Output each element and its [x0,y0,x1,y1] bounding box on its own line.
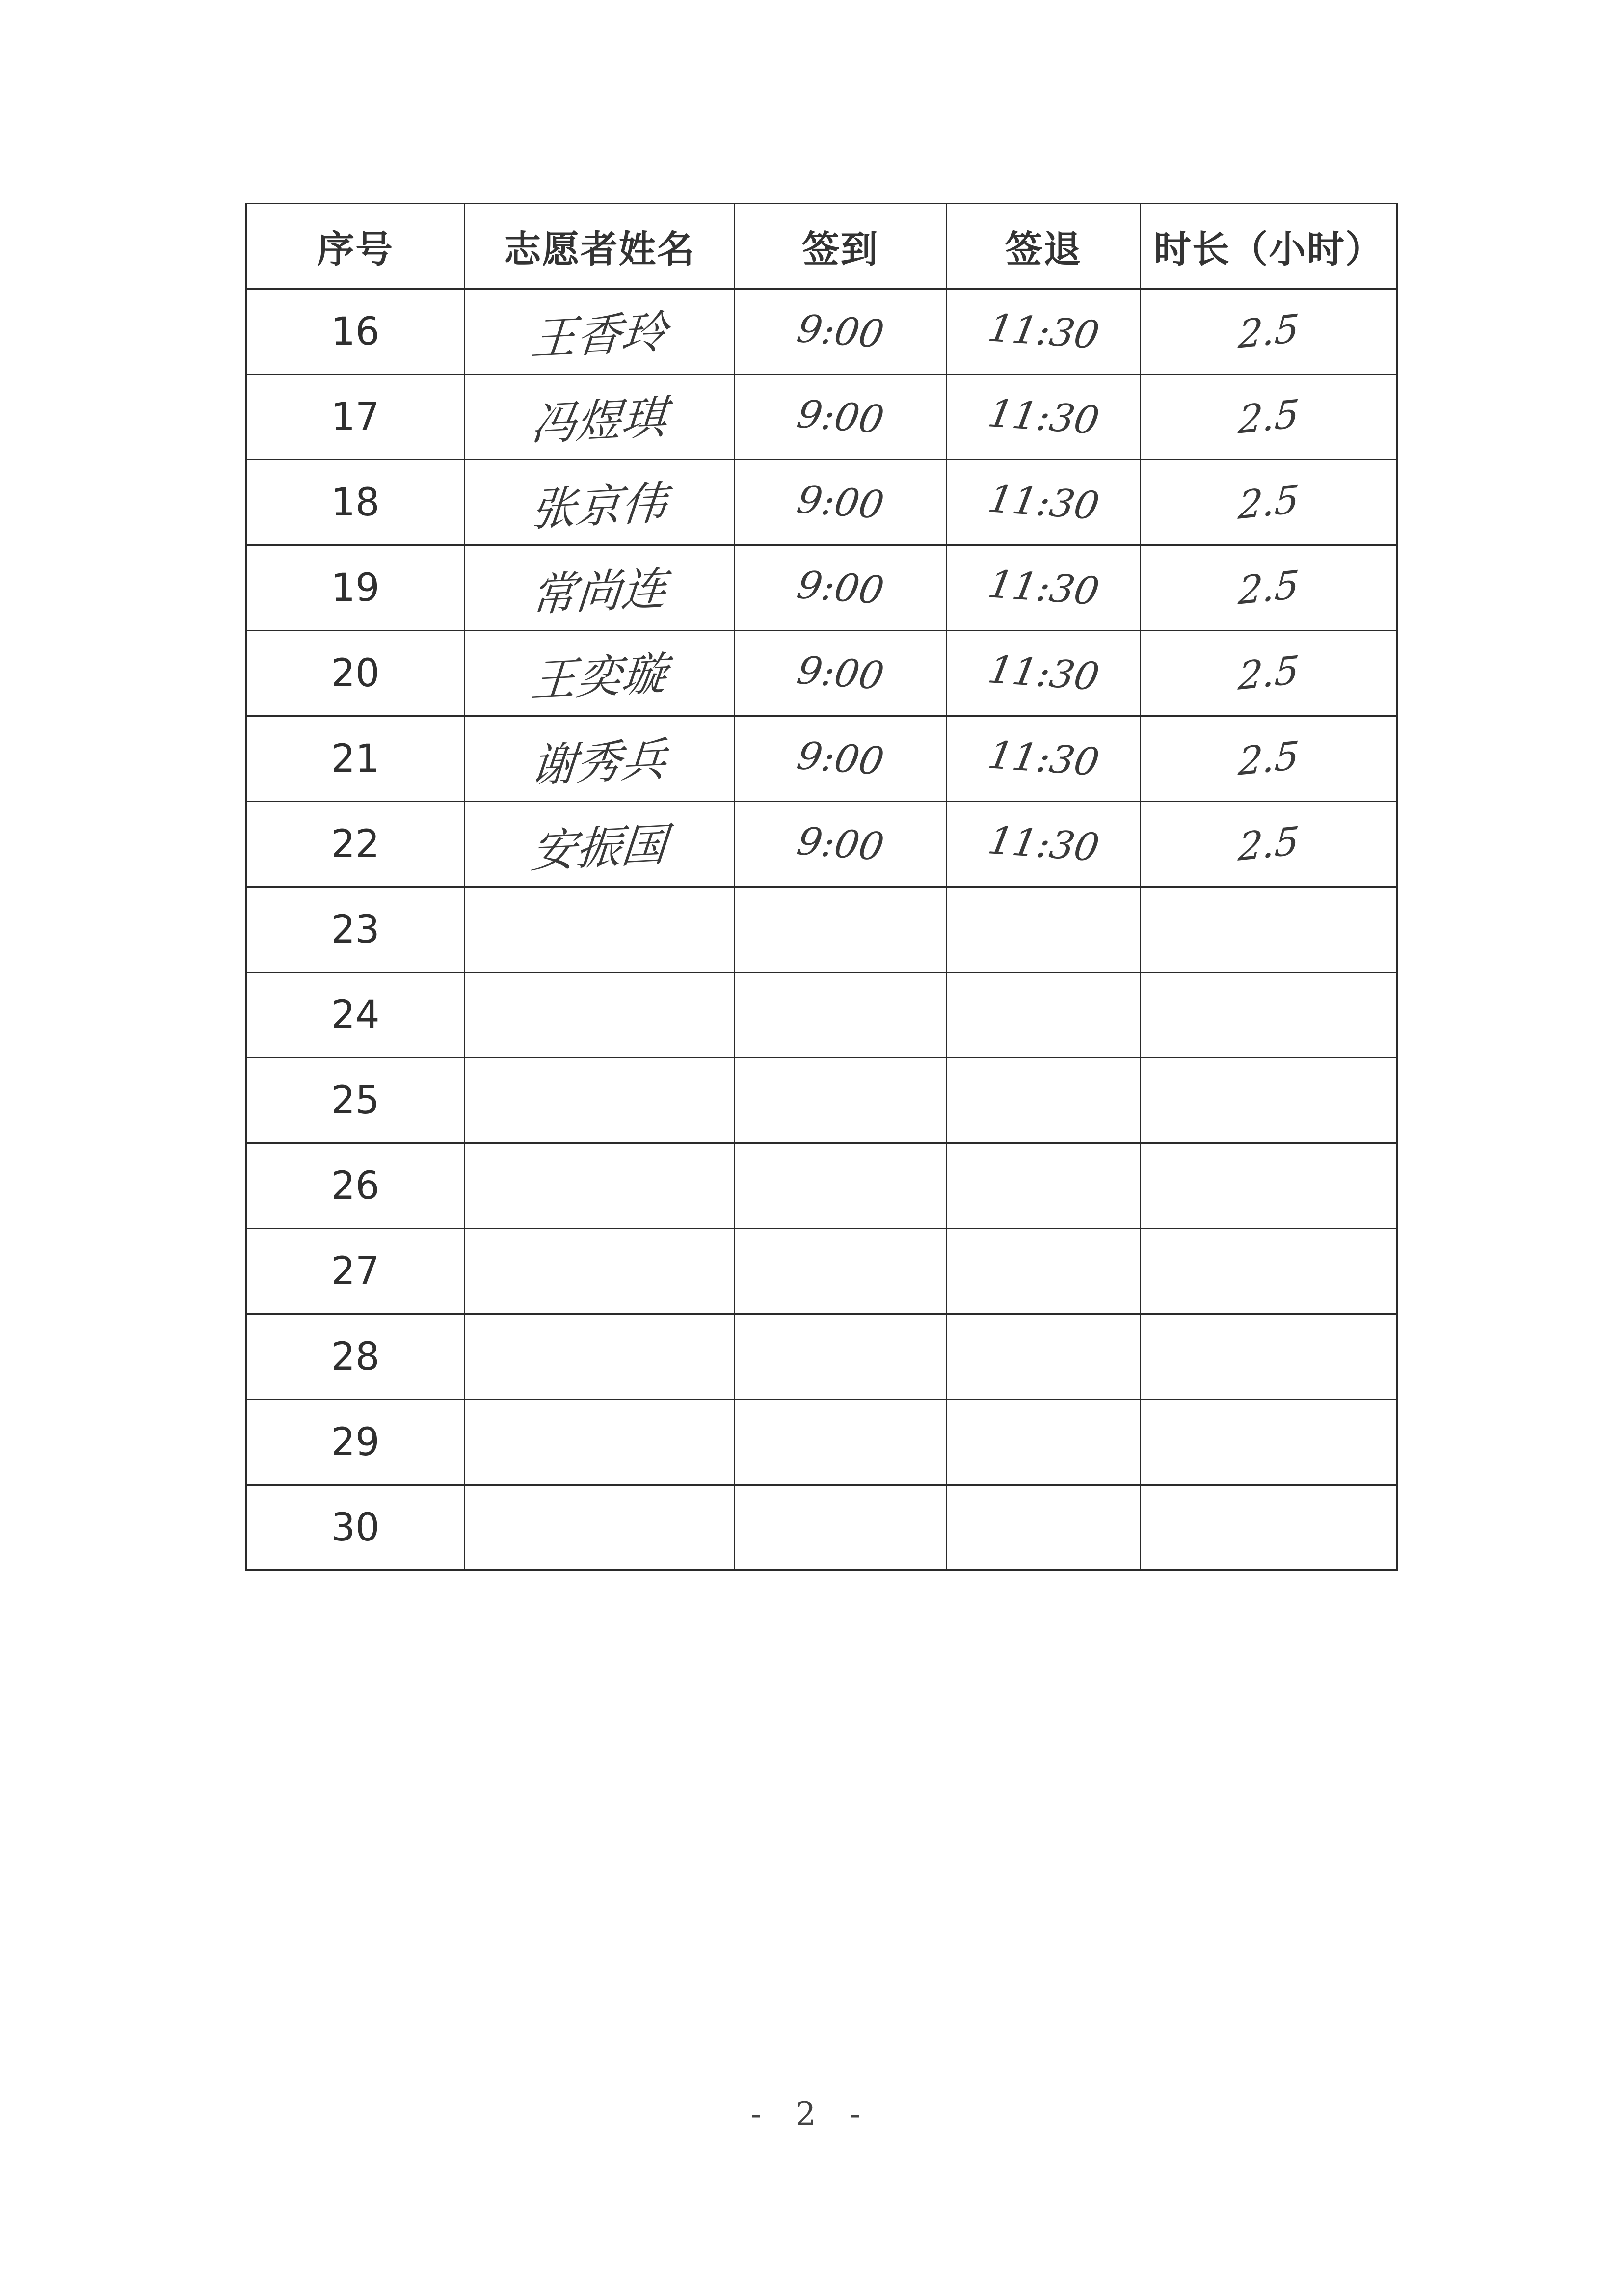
cell-sign-out-time [947,887,1141,972]
cell-volunteer-signature [465,802,735,887]
cell-sign-out-time [947,289,1141,375]
cell-sign-in-time-text: 9:00 [794,819,887,869]
table-row [246,1143,1397,1229]
cell-volunteer-signature [465,887,735,972]
cell-sign-out-time [947,972,1141,1058]
cell-volunteer-signature [465,375,735,460]
header-volunteer-name: 志愿者姓名 [465,204,735,289]
header-duration-hours: 时长（小时） [1141,204,1397,289]
cell-sign-out-time [947,375,1141,460]
table-row [246,545,1397,631]
cell-sign-in-time [735,1400,947,1485]
cell-sign-in-time [735,375,947,460]
cell-volunteer-signature [465,1400,735,1485]
cell-duration [1141,802,1397,887]
cell-duration-text: 2.5 [1237,477,1301,528]
page-number: - 2 - [750,2095,873,2133]
cell-duration [1141,545,1397,631]
cell-volunteer-signature [465,631,735,716]
cell-sign-out-time [947,716,1141,802]
table-row [246,716,1397,802]
cell-seq: 25 [246,1058,465,1143]
table-body [246,289,1397,1570]
cell-sign-in-time-text: 9:00 [794,477,887,528]
cell-seq: 17 [246,375,465,460]
cell-sign-in-time-text: 9:00 [794,306,887,357]
table-row [246,887,1397,972]
table-row [246,972,1397,1058]
cell-volunteer-signature [465,545,735,631]
cell-sign-out-time-text: 11:30 [984,306,1102,357]
table-row [246,1314,1397,1400]
cell-sign-out-time [947,1143,1141,1229]
cell-duration-text: 2.5 [1237,306,1301,357]
cell-seq: 18 [246,460,465,545]
volunteer-attendance-table [245,203,1398,1571]
cell-volunteer-signature-text: 谢秀兵 [529,732,669,793]
table-row [246,1485,1397,1570]
cell-sign-out-time [947,545,1141,631]
header-row [246,204,1397,289]
cell-seq: 22 [246,802,465,887]
cell-sign-out-time [947,1485,1141,1570]
cell-duration [1141,972,1397,1058]
cell-duration-text: 2.5 [1237,648,1301,699]
table-row [246,375,1397,460]
cell-seq: 26 [246,1143,465,1229]
cell-volunteer-signature [465,972,735,1058]
table-row [246,1229,1397,1314]
cell-sign-in-time [735,1229,947,1314]
cell-duration-text: 2.5 [1237,391,1301,443]
cell-seq: 23 [246,887,465,972]
cell-volunteer-signature-text: 冯煜琪 [529,391,669,451]
cell-sign-out-time [947,631,1141,716]
table-row [246,289,1397,375]
cell-sign-out-time [947,802,1141,887]
cell-volunteer-signature [465,1058,735,1143]
header-sign-out: 签退 [947,204,1141,289]
cell-seq: 30 [246,1485,465,1570]
cell-sign-in-time [735,460,947,545]
cell-sign-in-time [735,716,947,802]
cell-sign-in-time-text: 9:00 [794,392,887,442]
header-seq: 序号 [246,204,465,289]
cell-sign-in-time [735,887,947,972]
cell-seq: 16 [246,289,465,375]
cell-volunteer-signature-text: 常尚连 [529,562,669,622]
cell-sign-out-time [947,1058,1141,1143]
cell-duration [1141,1485,1397,1570]
cell-duration [1141,289,1397,375]
cell-sign-in-time-text: 9:00 [794,563,887,613]
cell-sign-out-time-text: 11:30 [984,648,1102,699]
cell-duration [1141,1229,1397,1314]
cell-volunteer-signature-text: 安振国 [529,818,669,878]
cell-volunteer-signature-text: 王香玲 [529,305,669,366]
cell-sign-in-time-text: 9:00 [794,733,887,784]
cell-seq: 29 [246,1400,465,1485]
table-row [246,631,1397,716]
table-row [246,1058,1397,1143]
cell-sign-in-time [735,972,947,1058]
cell-volunteer-signature [465,1314,735,1400]
cell-duration [1141,1058,1397,1143]
cell-volunteer-signature [465,289,735,375]
cell-seq: 20 [246,631,465,716]
cell-duration [1141,460,1397,545]
cell-sign-in-time [735,1485,947,1570]
cell-sign-out-time [947,1400,1141,1485]
cell-sign-in-time [735,289,947,375]
cell-sign-in-time [735,1314,947,1400]
cell-sign-out-time [947,1314,1141,1400]
cell-volunteer-signature-text: 张京伟 [529,476,669,537]
cell-sign-in-time [735,802,947,887]
table-row [246,802,1397,887]
cell-seq: 27 [246,1229,465,1314]
cell-duration [1141,1400,1397,1485]
cell-sign-in-time [735,631,947,716]
cell-volunteer-signature [465,1143,735,1229]
cell-seq: 21 [246,716,465,802]
cell-sign-out-time-text: 11:30 [984,391,1102,443]
cell-seq: 19 [246,545,465,631]
header-sign-in: 签到 [735,204,947,289]
cell-sign-out-time-text: 11:30 [984,562,1102,614]
cell-duration [1141,375,1397,460]
cell-duration [1141,1143,1397,1229]
cell-sign-out-time [947,460,1141,545]
cell-seq: 28 [246,1314,465,1400]
cell-sign-out-time-text: 11:30 [984,818,1102,870]
cell-sign-in-time-text: 9:00 [794,648,887,699]
cell-sign-out-time-text: 11:30 [984,733,1102,784]
cell-sign-out-time-text: 11:30 [984,477,1102,528]
cell-duration [1141,1314,1397,1400]
cell-sign-in-time [735,1058,947,1143]
cell-volunteer-signature [465,1229,735,1314]
cell-sign-in-time [735,545,947,631]
cell-seq: 24 [246,972,465,1058]
cell-volunteer-signature [465,460,735,545]
table-row [246,460,1397,545]
cell-duration [1141,716,1397,802]
cell-duration-text: 2.5 [1237,818,1301,870]
cell-sign-in-time [735,1143,947,1229]
cell-volunteer-signature [465,1485,735,1570]
cell-duration [1141,887,1397,972]
cell-duration-text: 2.5 [1237,733,1301,784]
cell-volunteer-signature-text: 王奕璇 [529,647,669,707]
cell-sign-out-time [947,1229,1141,1314]
cell-volunteer-signature [465,716,735,802]
cell-duration-text: 2.5 [1237,562,1301,614]
cell-duration [1141,631,1397,716]
table-row [246,1400,1397,1485]
